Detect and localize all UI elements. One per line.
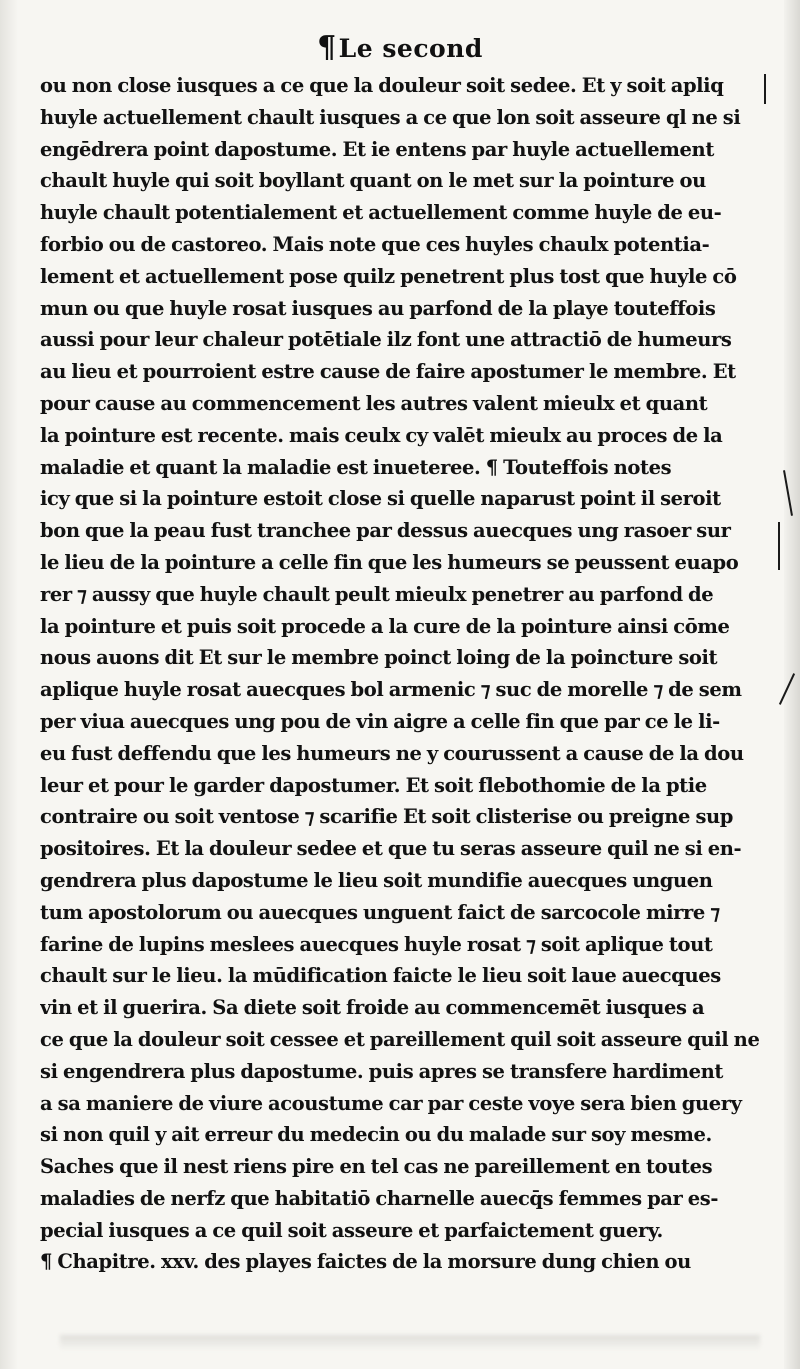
text-line: farine de lupins meslees auecques huyle rosat ⁊ soit aplique tout xyxy=(40,932,713,956)
text-line: chault huyle qui soit boyllant quant on le met sur la pointure ou xyxy=(40,169,706,193)
text-line: ce que la douleur soit cessee et pareillement quil soit asseure quil ne xyxy=(40,1027,760,1051)
text-line: pour cause au commencement les autres valent mieulx et quant xyxy=(40,391,708,415)
text-line: le lieu de la pointure a celle fin que les humeurs se peussent euapo xyxy=(40,550,739,574)
text-line: aplique huyle rosat auecques bol armenic ⁊ suc de morelle ⁊ de sem xyxy=(40,678,742,702)
chapter-heading: ¶ Chapitre. xxv. des playes faictes de la morsure dung chien ou xyxy=(40,1250,691,1274)
text-line: icy que si la pointure estoit close si quelle naparust point il seroit xyxy=(40,487,721,511)
text-line: forbio ou de castoreo. Mais note que ces huyles chaulx potentia- xyxy=(40,232,710,256)
text-line: maladie et quant la maladie est inueteree. ¶ Touteffois notes xyxy=(40,455,672,479)
text-line: eu fust deffendu que les humeurs ne y courussent a cause de la dou xyxy=(40,741,744,765)
text-line: Saches que il nest riens pire en tel cas ne pareillement en toutes xyxy=(40,1155,713,1179)
text-line: positoires. Et la douleur sedee et que tu seras asseure quil ne si en- xyxy=(40,837,742,861)
text-line: si non quil y ait erreur du medecin ou du malade sur soy mesme. xyxy=(40,1123,712,1147)
text-line: huyle actuellement chault iusques a ce que lon soit asseure ql ne si xyxy=(40,105,741,129)
text-line: si engendrera plus dapostume. puis apres se transfere hardiment xyxy=(40,1059,724,1083)
text-line: ou non close iusques a ce que la douleur soit sedee. Et y soit apliq xyxy=(40,74,724,97)
margin-mark xyxy=(764,74,766,104)
running-head xyxy=(0,30,800,65)
text-line: pecial iusques a ce quil soit asseure et parfaictement guery. xyxy=(40,1218,663,1242)
text-line: lement et actuellement pose quilz penetrent plus tost que huyle cō xyxy=(40,264,737,288)
show-through-text xyxy=(60,1335,760,1349)
pilcrow-mark: ¶ xyxy=(317,30,337,65)
text-line: leur et pour le garder dapostumer. Et soit flebothomie de la ptie xyxy=(40,773,707,797)
page-edge xyxy=(784,0,800,1369)
text-line: huyle chault potentialement et actuellement comme huyle de eu- xyxy=(40,201,722,225)
text-line: la pointure et puis soit procede a la cure de la pointure ainsi cōme xyxy=(40,614,730,638)
text-line: la pointure est recente. mais ceulx cy valēt mieulx au proces de la xyxy=(40,423,723,447)
text-line: contraire ou soit ventose ⁊ scarifie Et soit clisterise ou preigne sup xyxy=(40,805,734,829)
running-head-text: Le second xyxy=(338,34,483,63)
text-line: chault sur le lieu. la mūdification faicte le lieu soit laue auecques xyxy=(40,964,721,988)
text-line: bon que la peau fust tranchee par dessus auecques ung rasoer sur xyxy=(40,519,731,543)
text-line: au lieu et pourroient estre cause de faire apostumer le membre. Et xyxy=(40,360,736,384)
text-line: nous auons dit Et sur le membre poinct loing de la poincture soit xyxy=(40,646,718,670)
text-line: a sa maniere de viure acoustume car par ceste voye sera bien guery xyxy=(40,1091,742,1115)
text-line: aussi pour leur chaleur potētiale ilz font une attractiō de humeurs xyxy=(40,328,732,352)
text-line: per viua auecques ung pou de vin aigre a celle fin que par ce le li- xyxy=(40,709,720,733)
text-line: vin et il guerira. Sa diete soit froide au commencemēt iusques a xyxy=(40,996,705,1020)
text-line: tum apostolorum ou auecques unguent faict de sarcocole mirre ⁊ xyxy=(40,900,720,924)
text-line: mun ou que huyle rosat iusques au parfond de la playe touteffois xyxy=(40,296,716,320)
text-line: rer ⁊ aussy que huyle chault peult mieulx penetrer au parfond de xyxy=(40,582,714,606)
gutter-shadow xyxy=(0,0,18,1369)
text-line: engēdrera point dapostume. Et ie entens par huyle actuellement xyxy=(40,137,714,161)
text-line: gendrera plus dapostume le lieu soit mundifie auecques unguen xyxy=(40,868,713,892)
text-line: maladies de nerfz que habitatiō charnelle auecq̄s femmes par es- xyxy=(40,1186,719,1210)
margin-mark xyxy=(778,522,780,570)
body-text xyxy=(40,70,780,1278)
